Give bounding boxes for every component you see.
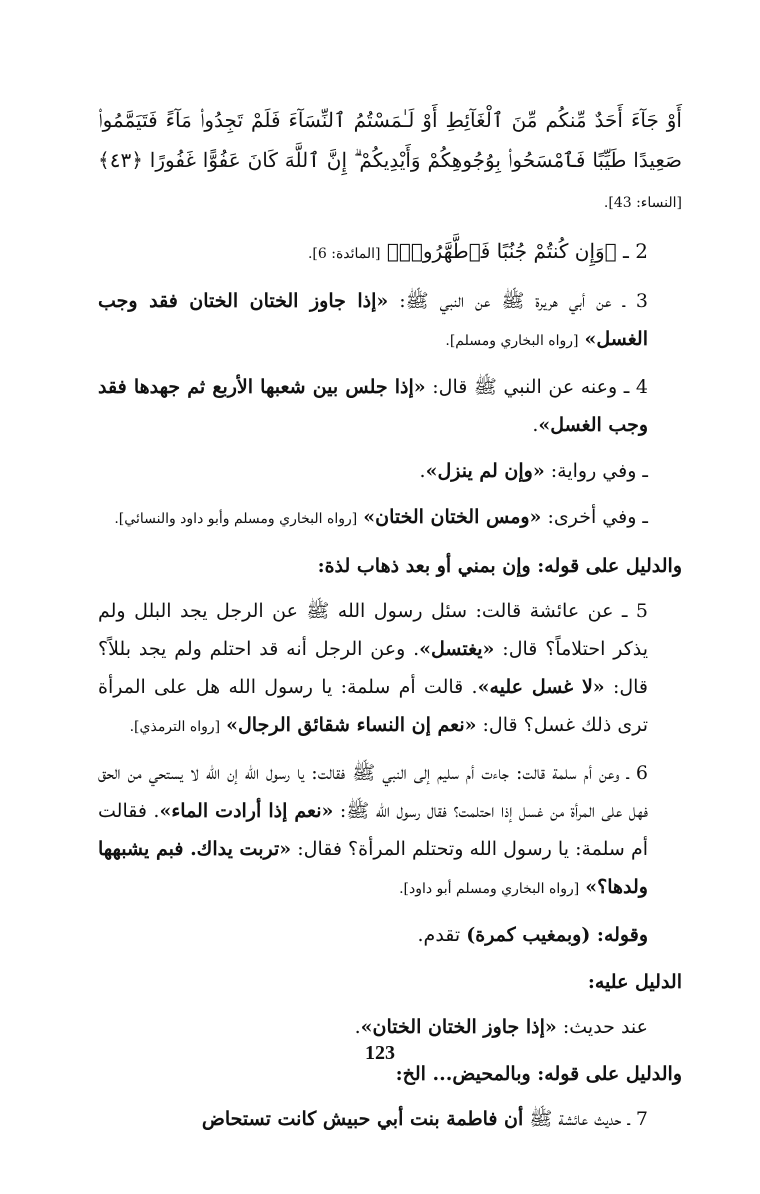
hadith-quote: «إذا جاوز الختان الختان» <box>360 1016 557 1038</box>
section-heading-1: والدليل على قوله: وإن بمني أو بعد ذهاب لذة: <box>317 555 682 577</box>
hadith-7: 7 ـ حديث عائشة ﷺ أن فاطمة بنت أبي حبيش كانت تستحاض <box>201 1108 648 1130</box>
hadith-text: «إذا جلس بين شعبها الأربع ثم جهدها فقد وجب الغسل» <box>98 376 648 436</box>
quran-verse-nisa-43 <box>98 100 682 223</box>
hadith-quote: «تربت يداك. فبم يشبهها ولدها؟» <box>98 838 648 898</box>
narration-variant-2 <box>98 498 682 538</box>
statement-bold: وقوله: (وبمغيب كمرة) <box>466 924 648 946</box>
verse-text: ﴿وَإِن كُنتُمْ جُنُبًا فَٱطَّهَّرُوا۟﴾ <box>386 239 617 263</box>
hadith-4: 4 ـ وعنه عن النبي ﷺ قال: «إذا جلس بين شعبها الأربع ثم جهدها فقد وجب الغسل». <box>98 376 648 436</box>
evidence-reference: عند حديث: «إذا جاوز الختان الختان». <box>354 1016 648 1038</box>
hadith-quote: «لا غسل عليه» <box>477 676 605 698</box>
hadith-intro: 3 ـ عن أبي هريرة ﷺ عن النبي ﷺ: <box>399 290 649 312</box>
hadith-quote: «نعم إذا أرادت الماء» <box>159 800 334 822</box>
verse-reference: [المائدة: 6]. <box>307 246 381 262</box>
statement-kamra: وقوله: (وبمغيب كمرة) تقدم. <box>417 924 648 946</box>
quran-verse-maidah-6 <box>98 231 682 274</box>
item-number: 2 ـ <box>623 239 648 263</box>
narration-variant-1: ـ وفي رواية: «وإن لم ينزل». <box>419 460 648 482</box>
hadith-reference: [رواه الترمذي]. <box>129 719 221 735</box>
section-heading-3: والدليل على قوله: وبالمحيض... الخ: <box>395 1063 682 1085</box>
hadith-3 <box>98 282 682 360</box>
verse-text: أَوْ جَآءَ أَحَدٌ مِّنكُم مِّنَ ٱلْغَآئِطِ أَوْ لَـٰمَسْتُمُ ٱلنِّسَآءَ فَلَمْ تَجِدُوا۟ مَآءً فَتَيَمَّمُوا۟ صَعِيدًا طَيِّبًا فَٱمْسَحُوا۟ بِوُجُوهِكُمْ وَأَيْدِيكُمْ ۗ إِنَّ ٱللَّهَ كَانَ عَفُوًّا غَفُورًا ﴿٤٣﴾ <box>98 108 682 172</box>
page-number: 123 <box>365 1042 395 1064</box>
section-heading-2: الدليل عليه: <box>587 971 682 993</box>
narration-reference: [رواه البخاري ومسلم وأبو داود والنسائي]. <box>114 511 358 527</box>
hadith-text: «إذا جاوز الختان الختان فقد وجب الغسل» <box>98 290 648 350</box>
narration-text: «ومس الختان الختان» <box>363 506 542 528</box>
hadith-5: 5 ـ عن عائشة قالت: سئل رسول الله ﷺ عن الرجل يجد البلل ولم يذكر احتلاماً؟ قال: «يغتسل». وعن الرجل أنه قد احتلم ولم يجد بللاً؟ قال: «لا غسل عليه». قالت أم سلمة: يا رسول الله هل على المرأة ترى ذلك غسل؟ قال: «نعم إن النساء شقائق الرجال» [رواه الترمذي]. <box>98 600 649 736</box>
hadith-reference: [رواه البخاري ومسلم أبو داود]. <box>399 881 580 897</box>
hadith-quote: «يغتسل» <box>419 638 495 660</box>
narration-text: «وإن لم ينزل» <box>425 460 545 482</box>
hadith-quote: «نعم إن النساء شقائق الرجال» <box>226 714 477 736</box>
hadith-quote: أن فاطمة بنت أبي حبيش كانت تستحاض <box>201 1108 524 1130</box>
hadith-intro: 4 ـ وعنه عن النبي ﷺ قال: <box>432 376 648 398</box>
narration-intro: ـ وفي رواية: <box>550 460 648 482</box>
hadith-6: 6 ـ وعن أم سلمة قالت: جاءت أم سليم إلى النبي ﷺ فقالت: يا رسول الله إن الله لا يستحي من الحق فهل على المرأة من غسل إذا احتلمت؟ فقال رسول الله ﷺ: «نعم إذا أرادت الماء». فقالت أم سلمة: يا رسول الله وتحتلم المرأة؟ فقال: «تربت يداك. فبم يشبهها ولدها؟» [رواه البخاري ومسلم أبو داود]. <box>98 762 648 898</box>
verse-reference: [النساء: 43]. <box>603 195 682 211</box>
narration-intro: ـ وفي أخرى: <box>547 506 648 528</box>
hadith-reference: [رواه البخاري ومسلم]. <box>445 333 579 349</box>
